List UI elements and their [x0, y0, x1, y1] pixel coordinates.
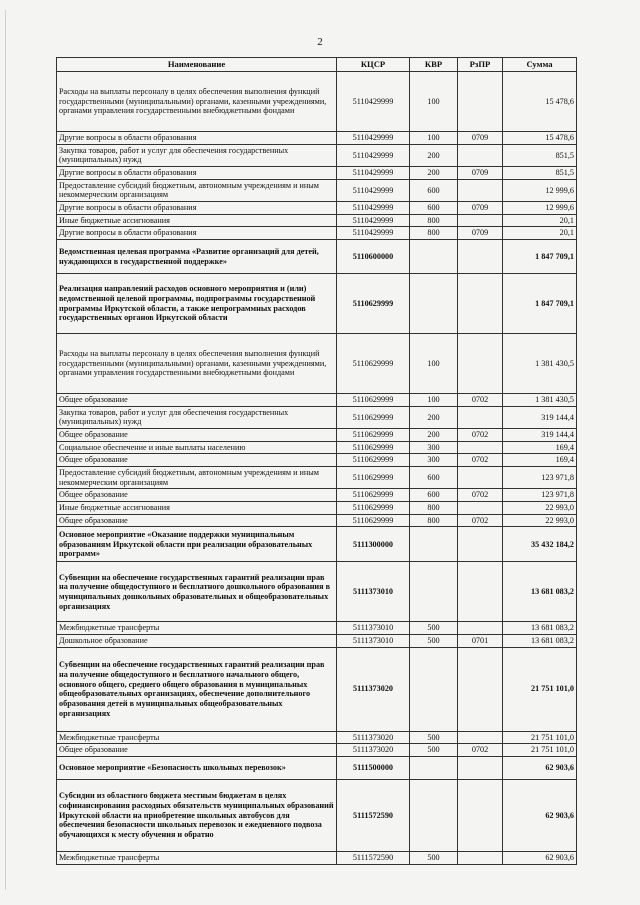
row-kcsr: 5110600000: [337, 240, 410, 274]
row-sum: 15 478,6: [503, 132, 577, 145]
row-kcsr: 5110429999: [337, 144, 410, 166]
row-rzpr: [458, 144, 503, 166]
table-row: [57, 454, 577, 467]
table-row: [57, 202, 577, 215]
row-kvr: 300: [410, 441, 458, 454]
header-row: [57, 58, 577, 72]
row-kvr: [410, 527, 458, 562]
row-sum: 62 903,6: [503, 757, 577, 780]
row-rzpr: [458, 647, 503, 731]
row-kvr: 800: [410, 214, 458, 227]
row-kvr: [410, 562, 458, 622]
row-sum: 22 993,0: [503, 502, 577, 515]
row-sum: 21 751 101,0: [503, 647, 577, 731]
row-kcsr: 5110629999: [337, 502, 410, 515]
row-name: Закупка товаров, работ и услуг для обеспечения государственных (муниципальных) нужд: [57, 144, 337, 166]
row-kcsr: 5111572590: [337, 852, 410, 865]
table-row: [57, 527, 577, 562]
row-sum: 20,1: [503, 227, 577, 240]
table-row: [57, 852, 577, 865]
row-name: Иные бюджетные ассигнования: [57, 502, 337, 515]
header-kvr: КВР: [410, 58, 458, 72]
row-kvr: 100: [410, 132, 458, 145]
row-rzpr: 0702: [458, 394, 503, 407]
row-kcsr: 5111373020: [337, 744, 410, 757]
row-sum: 12 999,6: [503, 202, 577, 215]
table-row: [57, 240, 577, 274]
row-name: Субсидии из областного бюджета местным бюджетам в целях софинансирования расходных обязательств муниципальных образований Иркутской области на приобретение школьных автобусов для обеспечения безопасности школьных перевозок и ежедневного подвоза обучающихся к месту обучения и обратно: [57, 780, 337, 852]
table-row: [57, 622, 577, 635]
row-name: Реализация направлений расходов основного мероприятия и (или) ведомственной целевой программы, подпрограммы государственной программы Иркутской области, а также непрограммных расходов государственных органов Иркутской области: [57, 274, 337, 334]
row-rzpr: [458, 622, 503, 635]
row-sum: 1 847 709,1: [503, 240, 577, 274]
row-kcsr: 5110429999: [337, 132, 410, 145]
header-kcsr: КЦСР: [337, 58, 410, 72]
row-kcsr: 5111572590: [337, 780, 410, 852]
page-number: 2: [317, 36, 323, 48]
row-name: Общее образование: [57, 489, 337, 502]
row-sum: 319 144,4: [503, 406, 577, 428]
table-header: [57, 58, 577, 72]
row-kvr: 800: [410, 227, 458, 240]
row-kvr: 600: [410, 179, 458, 201]
row-sum: 13 681 083,2: [503, 562, 577, 622]
row-name: Общее образование: [57, 454, 337, 467]
table-row: [57, 757, 577, 780]
row-sum: 851,5: [503, 144, 577, 166]
row-name: Другие вопросы в области образования: [57, 227, 337, 240]
row-rzpr: [458, 72, 503, 132]
table-row: [57, 502, 577, 515]
row-kvr: [410, 240, 458, 274]
row-name: Межбюджетные трансферты: [57, 622, 337, 635]
table-row: [57, 274, 577, 334]
row-sum: 12 999,6: [503, 179, 577, 201]
table-row: [57, 489, 577, 502]
row-name: Расходы на выплаты персоналу в целях обеспечения выполнения функций государственными (муниципальными) органами, казенными учреждениями, органами управления государственными внебюджетными фондами: [57, 72, 337, 132]
row-rzpr: [458, 334, 503, 394]
table-row: [57, 394, 577, 407]
header-name: Наименование: [57, 58, 337, 72]
row-name: Общее образование: [57, 429, 337, 442]
row-kvr: [410, 780, 458, 852]
row-sum: 123 971,8: [503, 467, 577, 489]
row-rzpr: [458, 441, 503, 454]
row-kcsr: 5110629999: [337, 441, 410, 454]
table-row: [57, 744, 577, 757]
row-name: Основное мероприятие «Безопасность школьных перевозок»: [57, 757, 337, 780]
row-rzpr: [458, 780, 503, 852]
row-sum: 13 681 083,2: [503, 622, 577, 635]
row-rzpr: 0709: [458, 167, 503, 180]
row-name: Закупка товаров, работ и услуг для обеспечения государственных (муниципальных) нужд: [57, 406, 337, 428]
row-kcsr: 5110429999: [337, 179, 410, 201]
row-name: Предоставление субсидий бюджетным, автономным учреждениям и иным некоммерческим организациям: [57, 467, 337, 489]
table-row: [57, 406, 577, 428]
table-row: [57, 429, 577, 442]
row-kcsr: 5110629999: [337, 467, 410, 489]
row-kvr: 100: [410, 334, 458, 394]
row-sum: 21 751 101,0: [503, 744, 577, 757]
header-rzpr: РзПР: [458, 58, 503, 72]
row-kvr: 200: [410, 429, 458, 442]
table-row: [57, 132, 577, 145]
row-sum: 1 381 430,5: [503, 334, 577, 394]
table-row: [57, 214, 577, 227]
row-name: Межбюджетные трансферты: [57, 731, 337, 744]
row-sum: 123 971,8: [503, 489, 577, 502]
row-sum: 21 751 101,0: [503, 731, 577, 744]
row-name: Общее образование: [57, 514, 337, 527]
row-rzpr: 0702: [458, 744, 503, 757]
row-name: Дошкольное образование: [57, 635, 337, 648]
table-row: [57, 72, 577, 132]
row-kcsr: 5110429999: [337, 72, 410, 132]
row-kcsr: 5110629999: [337, 406, 410, 428]
row-sum: 1 847 709,1: [503, 274, 577, 334]
row-kvr: 100: [410, 394, 458, 407]
row-kvr: 200: [410, 406, 458, 428]
row-rzpr: 0709: [458, 132, 503, 145]
row-kcsr: 5111373020: [337, 647, 410, 731]
row-sum: 35 432 184,2: [503, 527, 577, 562]
table-row: [57, 562, 577, 622]
table-row: [57, 227, 577, 240]
row-kvr: 600: [410, 489, 458, 502]
row-rzpr: [458, 731, 503, 744]
row-kcsr: 5110629999: [337, 489, 410, 502]
row-kcsr: 5110629999: [337, 334, 410, 394]
row-sum: 62 903,6: [503, 852, 577, 865]
row-sum: 319 144,4: [503, 429, 577, 442]
row-kcsr: 5110629999: [337, 429, 410, 442]
row-rzpr: [458, 214, 503, 227]
row-rzpr: 0702: [458, 454, 503, 467]
row-kcsr: 5111300000: [337, 527, 410, 562]
row-sum: 169,4: [503, 454, 577, 467]
row-sum: 62 903,6: [503, 780, 577, 852]
row-name: Другие вопросы в области образования: [57, 202, 337, 215]
row-rzpr: [458, 240, 503, 274]
table-row: [57, 334, 577, 394]
row-kvr: 500: [410, 744, 458, 757]
row-kvr: [410, 647, 458, 731]
row-kvr: 200: [410, 167, 458, 180]
header-sum: Сумма: [503, 58, 577, 72]
row-sum: 20,1: [503, 214, 577, 227]
table-row: [57, 514, 577, 527]
table-row: [57, 144, 577, 166]
row-kvr: 100: [410, 72, 458, 132]
row-kcsr: 5111373020: [337, 731, 410, 744]
row-kcsr: 5110629999: [337, 514, 410, 527]
row-name: Расходы на выплаты персоналу в целях обеспечения выполнения функций государственными (муниципальными) органами, казенными учреждениями, органами управления государственными внебюджетными фондами: [57, 334, 337, 394]
row-rzpr: 0702: [458, 489, 503, 502]
row-rzpr: 0702: [458, 429, 503, 442]
row-name: Субвенции на обеспечение государственных гарантий реализации прав на получение общедоступного и бесплатного дошкольного образования в муниципальных дошкольных образовательных и общеобразовательных организациях: [57, 562, 337, 622]
row-rzpr: [458, 467, 503, 489]
table-row: [57, 635, 577, 648]
row-rzpr: [458, 562, 503, 622]
budget-table: [56, 57, 577, 865]
row-rzpr: 0701: [458, 635, 503, 648]
row-kcsr: 5110629999: [337, 454, 410, 467]
row-name: Субвенции на обеспечение государственных гарантий реализации прав на получение общедоступного и бесплатного начального общего, основного общего, среднего общего образования в муниципальных общеобразовательных организациях, обеспечение дополнительного образования детей в муниципальных общеобразовательных организациях: [57, 647, 337, 731]
row-name: Другие вопросы в области образования: [57, 167, 337, 180]
row-sum: 13 681 083,2: [503, 635, 577, 648]
row-name: Межбюджетные трансферты: [57, 852, 337, 865]
row-name: Предоставление субсидий бюджетным, автономным учреждениям и иным некоммерческим организациям: [57, 179, 337, 201]
row-kcsr: 5110629999: [337, 274, 410, 334]
row-rzpr: [458, 274, 503, 334]
row-sum: 1 381 430,5: [503, 394, 577, 407]
row-kvr: 600: [410, 467, 458, 489]
row-kvr: 500: [410, 731, 458, 744]
row-kcsr: 5110629999: [337, 394, 410, 407]
row-name: Основное мероприятие «Оказание поддержки муниципальным образованиям Иркутской области при реализации образовательных программ»: [57, 527, 337, 562]
row-name: Другие вопросы в области образования: [57, 132, 337, 145]
row-rzpr: [458, 757, 503, 780]
row-kvr: 800: [410, 502, 458, 515]
row-name: Общее образование: [57, 744, 337, 757]
row-rzpr: [458, 852, 503, 865]
row-kvr: [410, 757, 458, 780]
row-rzpr: [458, 527, 503, 562]
row-kcsr: 5110429999: [337, 214, 410, 227]
row-kvr: [410, 274, 458, 334]
row-kvr: 600: [410, 202, 458, 215]
row-name: Общее образование: [57, 394, 337, 407]
row-sum: 22 993,0: [503, 514, 577, 527]
row-kcsr: 5111500000: [337, 757, 410, 780]
row-rzpr: 0709: [458, 227, 503, 240]
row-kcsr: 5111373010: [337, 562, 410, 622]
table-row: [57, 179, 577, 201]
row-kvr: 500: [410, 635, 458, 648]
table-body: [57, 72, 577, 865]
row-sum: 851,5: [503, 167, 577, 180]
row-kvr: 300: [410, 454, 458, 467]
scan-edge-line: [5, 10, 6, 890]
table-row: [57, 441, 577, 454]
row-kcsr: 5110429999: [337, 202, 410, 215]
row-name: Ведомственная целевая программа «Развитие организаций для детей, нуждающихся в государственной поддержке»: [57, 240, 337, 274]
row-rzpr: [458, 502, 503, 515]
row-sum: 15 478,6: [503, 72, 577, 132]
row-sum: 169,4: [503, 441, 577, 454]
table-row: [57, 167, 577, 180]
row-rzpr: 0709: [458, 202, 503, 215]
row-kvr: 500: [410, 852, 458, 865]
row-name: Социальное обеспечение и иные выплаты населению: [57, 441, 337, 454]
row-rzpr: 0702: [458, 514, 503, 527]
table-row: [57, 467, 577, 489]
row-kvr: 800: [410, 514, 458, 527]
row-kvr: 200: [410, 144, 458, 166]
row-kcsr: 5110429999: [337, 167, 410, 180]
row-rzpr: [458, 406, 503, 428]
table-row: [57, 731, 577, 744]
row-rzpr: [458, 179, 503, 201]
table-row: [57, 780, 577, 852]
table-row: [57, 647, 577, 731]
row-kcsr: 5110429999: [337, 227, 410, 240]
row-kcsr: 5111373010: [337, 622, 410, 635]
row-kvr: 500: [410, 622, 458, 635]
row-name: Иные бюджетные ассигнования: [57, 214, 337, 227]
row-kcsr: 5111373010: [337, 635, 410, 648]
